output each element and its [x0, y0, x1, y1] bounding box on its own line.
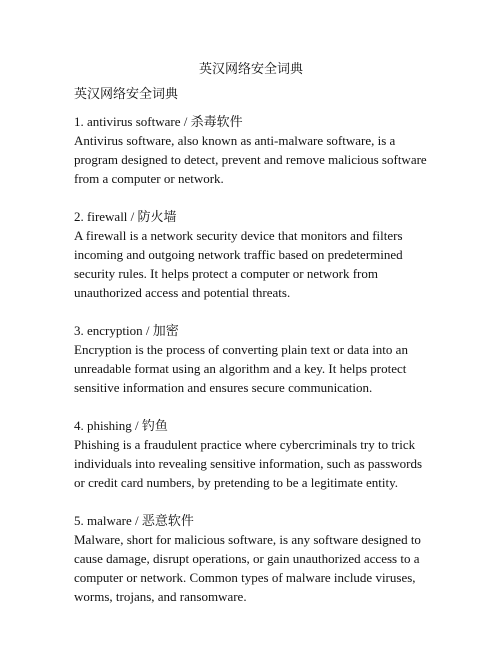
glossary-entry	[74, 416, 436, 492]
glossary-entry	[74, 207, 436, 302]
entry-definition: Antivirus software, also known as anti-malware software, is a program designed to detect, prevent and remove malicious software from a computer or network.	[74, 133, 427, 186]
entry-definition: Phishing is a fraudulent practice where cybercriminals try to trick individuals into revealing sensitive information, such as passwords or credit card numbers, by pretending to be a legitimate entity.	[74, 437, 423, 490]
document-heading: 英汉网络安全词典	[74, 86, 179, 101]
entry-term: 1. antivirus software / 杀毒软件	[74, 114, 243, 129]
entry-definition: Malware, short for malicious software, is any software designed to cause damage, disrupt operations, or gain unauthorized access to a computer or network. Common types of malware include viruses, worms, trojans, and ransomware.	[74, 532, 421, 604]
document-body	[74, 84, 436, 625]
entry-definition: A firewall is a network security device that monitors and filters incoming and outgoing network traffic based on predetermined security rules. It helps protect a computer or network from unauthorized access and potential threats.	[74, 228, 403, 300]
glossary-entry	[74, 511, 436, 606]
entry-term: 4. phishing / 钓鱼	[74, 418, 168, 433]
entry-definition: Encryption is the process of converting plain text or data into an unreadable format using an algorithm and a key. It helps protect sensitive information and ensures secure communication.	[74, 342, 408, 395]
glossary-entry	[74, 112, 436, 188]
entry-term: 3. encryption / 加密	[74, 323, 179, 338]
entry-term: 2. firewall / 防火墙	[74, 209, 177, 224]
entry-term: 5. malware / 恶意软件	[74, 513, 194, 528]
page-title: 英汉网络安全词典	[198, 61, 303, 76]
glossary-entry	[74, 321, 436, 397]
